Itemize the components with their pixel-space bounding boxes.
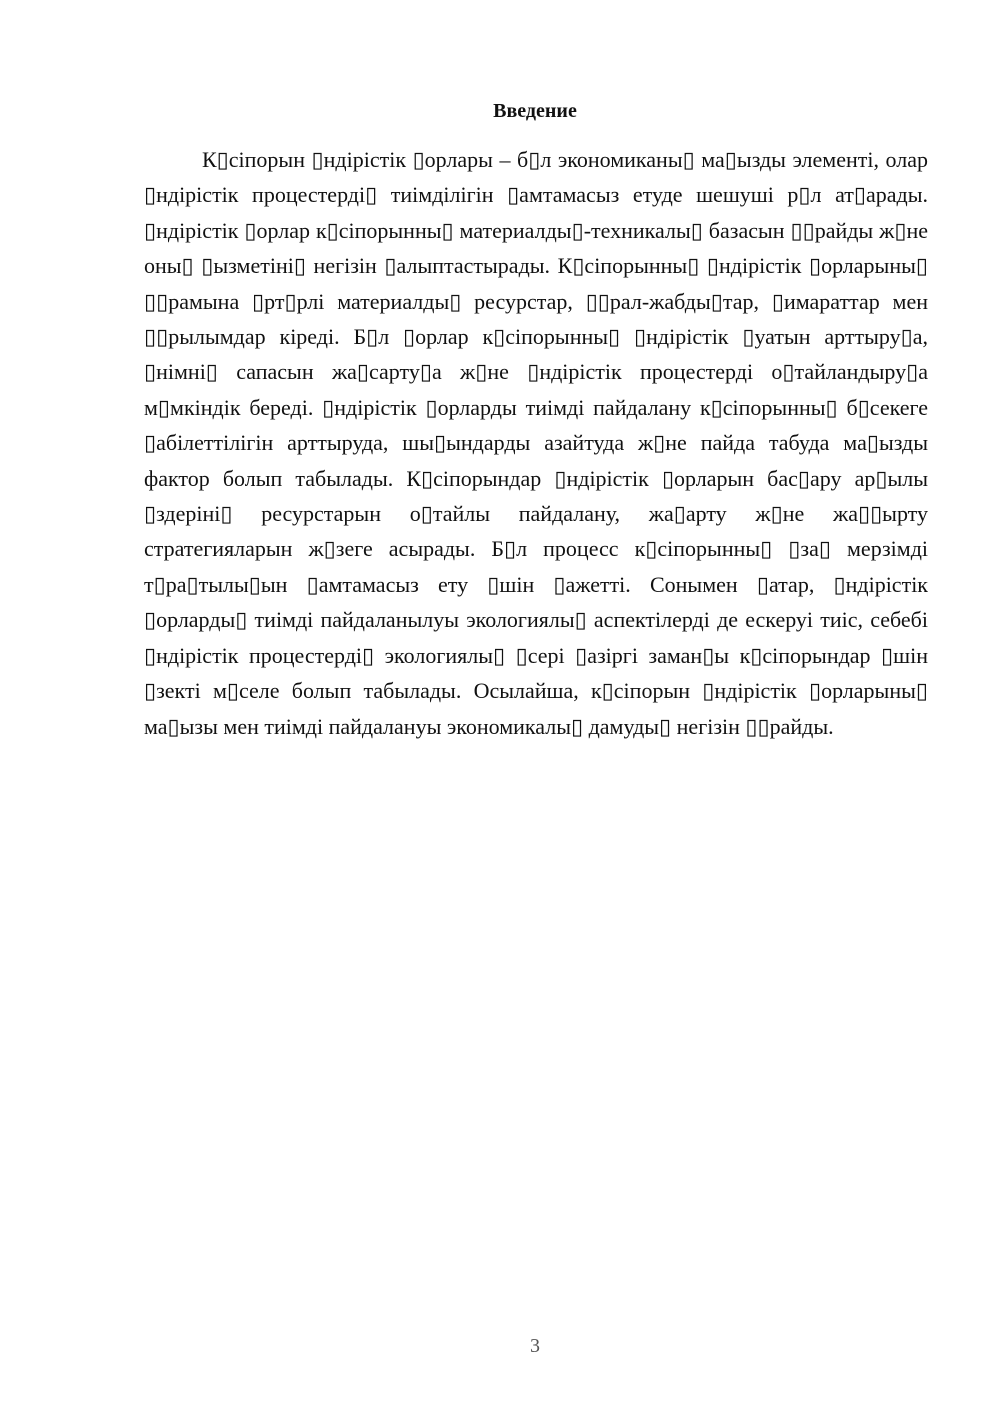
document-title: Введение: [493, 100, 577, 122]
page-number: 3: [530, 1335, 540, 1357]
body-paragraph: К▯сіпорын ▯ндірістік ▯орлары – б▯л экономиканы▯ ма▯ызды элементі, олар ▯ндірістік процестерді▯ тиімділігін ▯амтамасыз етуде шешуші р▯л ат▯арады. ▯ндірістік ▯орлар к▯сіпорынны▯ материалды▯-техникалы▯ базасын ▯▯райды ж▯не оны▯ ▯ызметіні▯ негізін ▯алыптастырады. К▯сіпорынны▯ ▯ндірістік ▯орларыны▯ ▯▯рамына ▯рт▯рлі материалды▯ ресурстар, ▯▯рал-жабды▯тар, ▯имараттар мен ▯▯рылымдар кіреді. Б▯л ▯орлар к▯сіпорынны▯ ▯ндірістік ▯уатын арттыру▯а, ▯німні▯ сапасын жа▯сарту▯а ж▯не ▯ндірістік процестерді о▯тайландыру▯а м▯мкіндік береді. ▯ндірістік ▯орларды тиімді пайдалану к▯сіпорынны▯ б▯секеге ▯абілеттілігін арттыруда, шы▯ындарды азайтуда ж▯не пайда табуда ма▯ызды фактор болып табылады. К▯сіпорындар ▯ндірістік ▯орларын бас▯ару ар▯ылы ▯здеріні▯ ресурстарын о▯тайлы пайдалану, жа▯арту ж▯не жа▯▯ырту стратегияларын ж▯зеге асырады. Б▯л процесс к▯сіпорынны▯ ▯за▯ мерзімді т▯ра▯тылы▯ын ▯амтамасыз ету ▯шін ▯ажетті. Сонымен ▯атар, ▯ндірістік ▯орларды▯ тиімді пайдаланылуы экологиялы▯ аспектілерді де ескеруі тиіс, себебі ▯ндірістік процестерді▯ экологиялы▯ ▯сері ▯азіргі заман▯ы к▯сіпорындар ▯шін ▯зекті м▯селе болып табылады. Осылайша, к▯сіпорын ▯ндірістік ▯орларыны▯ ма▯ызы мен тиімді пайдалануы экономикалы▯ дамуды▯ негізін ▯▯райды.: [144, 147, 928, 739]
